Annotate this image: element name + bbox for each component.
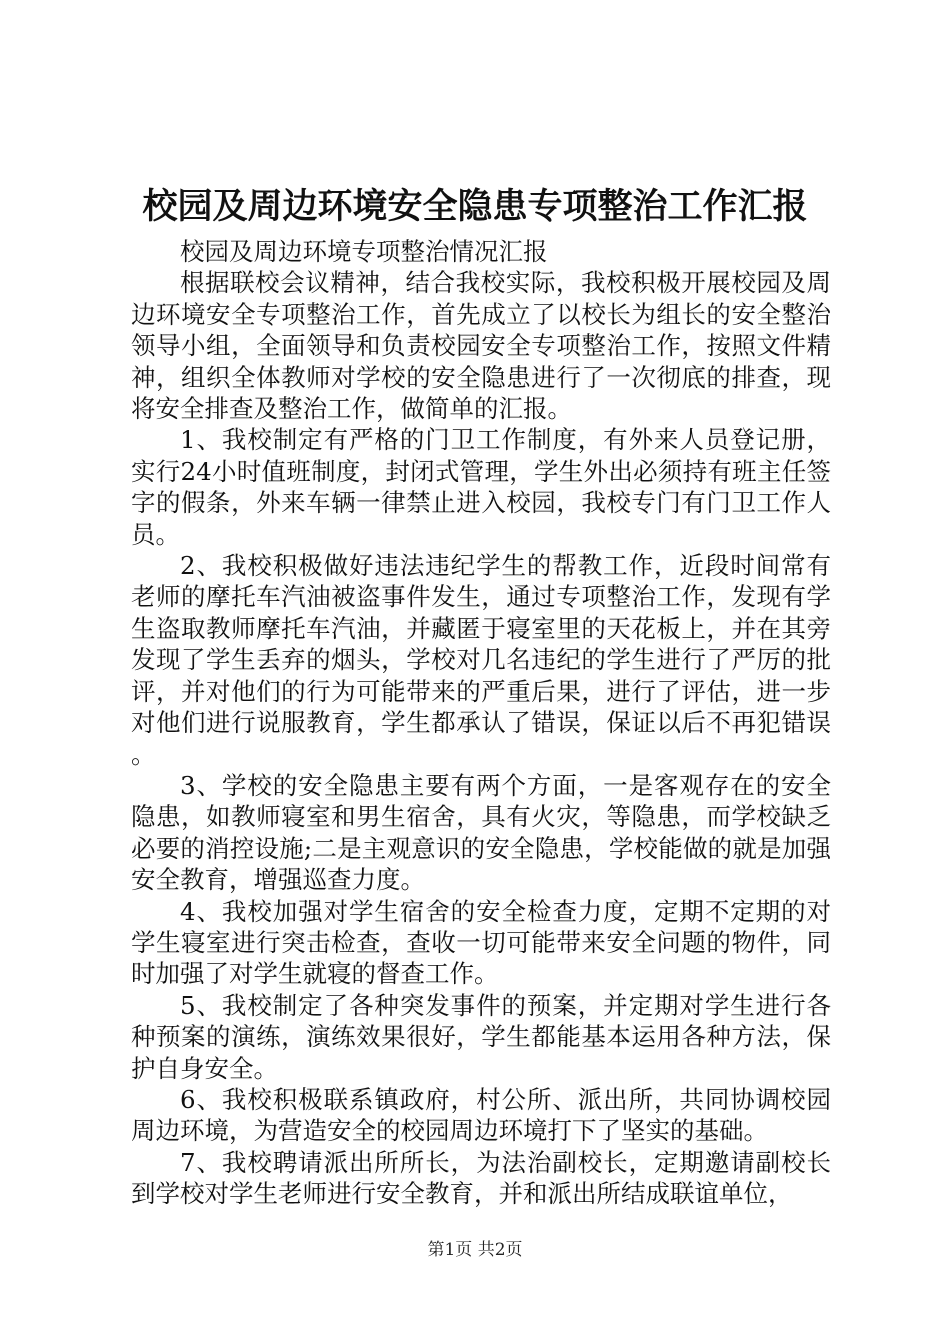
document-body [131, 236, 831, 1210]
paragraph-item-4: 4、我校加强对学生宿舍的安全检查力度，定期不定期的对学生寝室进行突击检查，查收一切可能带来安全问题的物件，同时加强了对学生就寝的督查工作。 [131, 896, 831, 989]
paragraph-item-7: 7、我校聘请派出所所长，为法治副校长，定期邀请副校长到学校对学生老师进行安全教育，并和派出所结成联谊单位， [131, 1147, 831, 1209]
section-subtitle: 校园及周边环境专项整治情况汇报 [180, 237, 548, 266]
paragraph-item-5: 5、我校制定了各种突发事件的预案，并定期对学生进行各种预案的演练，演练效果很好，学生都能基本运用各种方法，保护自身安全。 [131, 990, 831, 1083]
paragraph-intro: 根据联校会议精神，结合我校实际，我校积极开展校园及周边环境安全专项整治工作，首先成立了以校长为组长的安全整治领导小组，全面领导和负责校园安全专项整治工作，按照文件精神，组织全体教师对学校的安全隐患进行了一次彻底的排查，现将安全排查及整治工作，做简单的汇报。 [131, 268, 831, 424]
paragraph-item-6: 6、我校积极联系镇政府，村公所、派出所，共同协调校园周边环境，为营造安全的校园周边环境打下了坚实的基础。 [131, 1084, 831, 1146]
paragraph-item-1: 1、我校制定有严格的门卫工作制度，有外来人员登记册，实行24小时值班制度，封闭式管理，学生外出必须持有班主任签字的假条，外来车辆一律禁止进入校园，我校专门有门卫工作人员。 [131, 425, 831, 549]
document-title: 校园及周边环境安全隐患专项整治工作汇报 [142, 186, 808, 227]
paragraph-item-3: 3、学校的安全隐患主要有两个方面，一是客观存在的安全隐患，如教师寝室和男生宿舍，具有火灾，等隐患，而学校缺乏必要的消控设施;二是主观意识的安全隐患，学校能做的就是加强安全教育，增强巡查力度。 [131, 770, 831, 895]
page-number-footer: 第1页 共2页 [427, 1240, 523, 1260]
paragraph-item-2: 2、我校积极做好违法违纪学生的帮教工作，近段时间常有老师的摩托车汽油被盗事件发生，通过专项整治工作，发现有学生盗取教师摩托车汽油，并藏匿于寝室里的天花板上，并在其旁发现了学生丢弃的烟头，学校对几名违纪的学生进行了严厉的批评，并对他们的行为可能带来的严重后果，进行了评估，进一步对他们进行说服教育，学生都承认了错误，保证以后不再犯错误。 [131, 551, 831, 769]
